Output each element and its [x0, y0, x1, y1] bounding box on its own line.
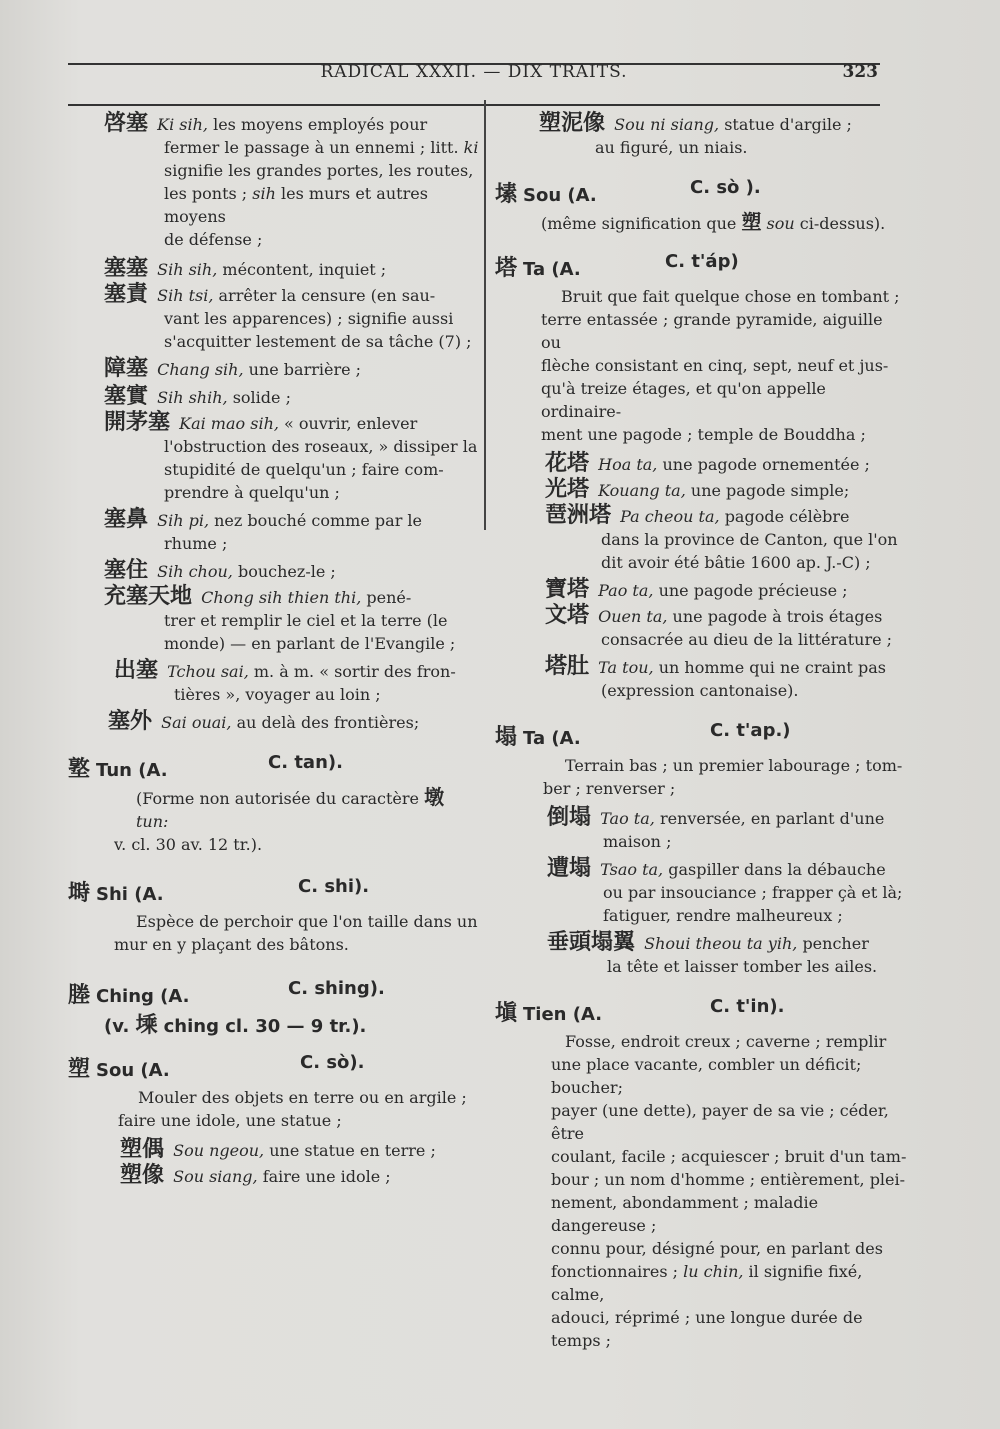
entry-characters: 出塞: [114, 658, 159, 683]
entry-definition: une pagode à trois étages: [672, 607, 883, 626]
entry: [495, 578, 907, 602]
entry-romanization: Pao ta,: [598, 581, 654, 600]
entry: [68, 710, 480, 734]
column-divider: [484, 100, 486, 530]
entry-definition: nez bouché comme par le: [214, 511, 423, 530]
entry: [68, 559, 480, 583]
definition-text: bour ; un nom d'homme ; entièrement, plei-: [551, 1170, 906, 1189]
definition-text: faire une idole, une statue ;: [118, 1111, 342, 1130]
entry-characters: 開茅塞: [104, 410, 171, 435]
headword-cantonese: C. tan).: [268, 752, 343, 773]
definition-text: une place vacante, combler un déficit; boucher;: [551, 1055, 862, 1097]
definition-text: v. cl. 30 av. 12 tr.).: [114, 835, 263, 854]
entry-characters: 塞鼻: [104, 507, 149, 532]
entry-definition: les murs et autres moyens: [164, 184, 428, 226]
headword-cantonese: C. t'ap.): [710, 720, 791, 741]
headword-reading: Shi (A.: [96, 884, 164, 905]
entry-romanization: Tsao ta,: [600, 860, 664, 879]
entry-romanization: Sih tsi,: [157, 286, 214, 305]
headword: [495, 996, 907, 1026]
entry-characters: 塑偶: [120, 1137, 165, 1162]
entry-characters: 障塞: [104, 356, 149, 381]
definition-text: connu pour, désigné pour, en parlant des: [551, 1239, 883, 1258]
entry-characters: 倒塌: [547, 805, 592, 830]
headword: [68, 752, 480, 782]
entry-characters: 塔肚: [545, 654, 590, 679]
entry: [68, 585, 480, 655]
variant-text: (v.: [104, 1016, 130, 1037]
page-number: 323: [842, 62, 878, 82]
entry-definition: « ouvrir, enlever: [284, 414, 418, 433]
entry-romanization: Ta tou,: [598, 658, 654, 677]
entry-romanization: Tao ta,: [600, 809, 655, 828]
entry-definition: de défense ;: [164, 230, 263, 249]
headword: [68, 1052, 480, 1082]
entry-definition: prendre à quelqu'un ;: [164, 483, 340, 502]
entry-romanization: Sih chou,: [157, 562, 233, 581]
entry-characters: 琶洲塔: [545, 503, 612, 528]
entry-characters: 光塔: [545, 477, 590, 502]
entry-definition: tières », voyager au loin ;: [174, 685, 381, 704]
headword-variant: [68, 1008, 480, 1038]
entry-definition: statue d'argile ;: [724, 115, 852, 134]
entry-romanization: Kouang ta,: [598, 481, 686, 500]
headword-reading: Ta (A.: [523, 259, 581, 280]
entry: [495, 655, 907, 702]
entry-definition: maison ;: [603, 832, 672, 851]
inline-character: 塑: [741, 210, 762, 234]
definition-text: Fosse, endroit creux ; caverne ; remplir: [565, 1032, 887, 1051]
inline-keyword: lu chin,: [683, 1262, 744, 1281]
entry: [68, 1164, 480, 1188]
entry-definition: dit avoir été bâtie 1600 ap. J.-C) ;: [601, 553, 871, 572]
definition-text: terre entassée ; grande pyramide, aiguille ou: [541, 310, 883, 352]
entry: [495, 478, 907, 502]
entry: [495, 504, 907, 574]
entry-definition: fermer le passage à un ennemi ; litt.: [164, 138, 459, 157]
entry-definition: pené-: [366, 588, 412, 607]
entry-characters: 花塔: [545, 451, 590, 476]
entry: [68, 385, 480, 409]
entry-romanization: Kai mao sih,: [179, 414, 279, 433]
entry-romanization: Sou ni siang,: [614, 115, 720, 134]
entry-characters: 塞住: [104, 558, 149, 583]
entry-definition: stupidité de quelqu'un ; faire com-: [164, 460, 444, 479]
entry-characters: 塑像: [120, 1163, 165, 1188]
entry: [68, 112, 480, 251]
entry-definition: ou par insouciance ; frapper çà et là;: [603, 883, 903, 902]
entry-definition: faire une idole ;: [262, 1167, 391, 1186]
entry-characters: 寶塔: [545, 577, 590, 602]
inline-keyword: tun:: [136, 812, 169, 831]
entry-definition: trer et remplir le ciel et la terre (le: [164, 611, 448, 630]
entry-definition: au figuré, un niais.: [595, 138, 748, 157]
left-column: [68, 112, 480, 1190]
entry-definition: solide ;: [232, 388, 291, 407]
entry-characters: 塑泥像: [539, 111, 606, 136]
definition-text: ber ; renverser ;: [543, 779, 676, 798]
headword-character: 塐: [495, 182, 518, 207]
headword-cantonese: C. shing).: [288, 978, 385, 999]
definition-text: payer (une dette), payer de sa vie ; céder, être: [551, 1101, 889, 1143]
entry-definition: dans la province de Canton, que l'on: [601, 530, 898, 549]
headword: [68, 978, 480, 1008]
entry-definition: vant les apparences) ; signifie aussi: [164, 309, 454, 328]
definition-text: ment une pagode ; temple de Bouddha ;: [541, 425, 866, 444]
running-title: RADICAL XXXII. — DIX TRAITS.: [320, 62, 628, 82]
entry-romanization: Tchou sai,: [167, 662, 249, 681]
headword-character: 塔: [495, 256, 518, 281]
entry: [68, 257, 480, 281]
entry-characters: 塞塞: [104, 256, 149, 281]
entry-definition: une pagode ornementée ;: [662, 455, 870, 474]
entry: [495, 604, 907, 651]
definition-text: mur en y plaçant des bâtons.: [114, 935, 349, 954]
definition-text: fonctionnaires ;: [551, 1262, 679, 1281]
headword-reading: Sou (A.: [96, 1060, 170, 1081]
headword-cantonese: C. t'in).: [710, 996, 785, 1017]
headword-character: 塍: [68, 983, 91, 1008]
entry-definition: rhume ;: [164, 534, 228, 553]
definition-text: coulant, facile ; acquiescer ; bruit d'un tam-: [551, 1147, 907, 1166]
entry-definition: signifie les grandes portes, les routes,: [164, 161, 474, 180]
headword-definition: [495, 1260, 907, 1306]
entry-characters: 遭塌: [547, 856, 592, 881]
entry-definition: renversée, en parlant d'une: [659, 809, 885, 828]
entry-romanization: Ki sih,: [157, 115, 208, 134]
entry-definition: un homme qui ne craint pas: [658, 658, 886, 677]
entry-romanization: Sou ngeou,: [173, 1141, 265, 1160]
headword-character: 塒: [68, 881, 91, 906]
variant-character: 塖: [135, 1013, 158, 1038]
headword: [495, 177, 907, 207]
entry: [495, 112, 907, 159]
entry-definition: m. à m. « sortir des fron-: [253, 662, 456, 681]
entry: [68, 508, 480, 555]
entry-definition: consacrée au dieu de la littérature ;: [601, 630, 893, 649]
definition-text: Mouler des objets en terre ou en argile ;: [138, 1088, 467, 1107]
entry-romanization: Chang sih,: [157, 360, 244, 379]
headword-definition: [495, 211, 907, 235]
entry-definition: s'acquitter lestement de sa tâche (7) ;: [164, 332, 472, 351]
entry-romanization: Pa cheou ta,: [620, 507, 720, 526]
entry-definition: l'obstruction des roseaux, » dissiper la: [164, 437, 478, 456]
definition-text: (Forme non autorisée du caractère: [136, 789, 420, 808]
entry-definition: une barrière ;: [248, 360, 362, 379]
headword-character: 塌: [495, 725, 518, 750]
definition-text: Espèce de perchoir que l'on taille dans un: [136, 912, 478, 931]
definition-text: nement, abondamment ; maladie dangereuse ;: [551, 1193, 819, 1235]
headword: [495, 251, 907, 281]
entry-romanization: Shoui theou ta yih,: [644, 934, 798, 953]
headword-reading: Tun (A.: [96, 760, 168, 781]
page-header: [68, 62, 880, 92]
definition-text: Terrain bas ; un premier labourage ; tom-: [565, 756, 903, 775]
definition-text: ci-dessus).: [799, 214, 886, 233]
entry-definition: les ponts ;: [164, 184, 248, 203]
entry-characters: 塞責: [104, 282, 149, 307]
entry: [68, 1138, 480, 1162]
right-column: [495, 112, 907, 1352]
entry-characters: 垂頭塌翼: [547, 930, 636, 955]
entry-definition: (expression cantonaise).: [601, 681, 799, 700]
entry-definition: une pagode précieuse ;: [658, 581, 848, 600]
headword-cantonese: C. shi).: [298, 876, 370, 897]
entry-definition: une pagode simple;: [690, 481, 850, 500]
entry-definition: monde) — en parlant de l'Evangile ;: [164, 634, 456, 653]
entry-characters: 啓塞: [104, 111, 149, 136]
entry: [68, 357, 480, 381]
entry-characters: 充塞天地: [104, 584, 193, 609]
headword-reading: Tien (A.: [523, 1004, 603, 1025]
entry-characters: 塞外: [108, 709, 153, 734]
entry-definition: pagode célèbre: [724, 507, 850, 526]
definition-text: Bruit que fait quelque chose en tombant ;: [561, 287, 900, 306]
definition-text: adouci, réprimé ; une longue durée de temps ;: [551, 1308, 863, 1350]
entry: [68, 283, 480, 353]
inline-character: 墩: [424, 785, 445, 809]
headword: [68, 876, 480, 906]
entry-definition: la tête et laisser tomber les ailes.: [607, 957, 878, 976]
entry-definition: gaspiller dans la débauche: [668, 860, 886, 879]
definition-text: (même signification que: [541, 214, 737, 233]
headword: [495, 720, 907, 750]
entry-definition: une statue en terre ;: [269, 1141, 436, 1160]
entry-definition: fatiguer, rendre malheureux ;: [603, 906, 843, 925]
entry-romanization: Sih pi,: [157, 511, 210, 530]
entry-definition: les moyens employés pour: [213, 115, 428, 134]
entry-definition: au delà des frontières;: [236, 713, 420, 732]
entry-definition: mécontent, inquiet ;: [222, 260, 387, 279]
headword-cantonese: C. sò).: [300, 1052, 365, 1073]
entry: [495, 931, 907, 978]
header-rule: [68, 104, 880, 106]
entry-romanization: Chong sih thien thi,: [201, 588, 362, 607]
headword-cantonese: C. t'áp): [665, 251, 739, 272]
entry-keyword: ki: [463, 138, 479, 157]
entry-romanization: Sih sih,: [157, 260, 218, 279]
headword-cantonese: C. sò ).: [690, 177, 761, 198]
headword-character: 塡: [495, 1001, 518, 1026]
headword-character: 塑: [68, 1057, 91, 1082]
entry-characters: 塞實: [104, 384, 149, 409]
definition-text: il signifie fixé, calme,: [551, 1262, 863, 1304]
entry-romanization: Sou siang,: [173, 1167, 258, 1186]
entry: [68, 411, 480, 504]
entry: [495, 806, 907, 853]
entry-definition: pencher: [802, 934, 869, 953]
headword-reading: Ching (A.: [96, 986, 190, 1007]
entry: [495, 857, 907, 927]
headword-reading: Ta (A.: [523, 728, 581, 749]
headword-definition: [68, 786, 480, 833]
entry-definition: bouchez-le ;: [237, 562, 336, 581]
variant-text: ching cl. 30 — 9 tr.).: [163, 1016, 367, 1037]
definition-text: qu'à treize étages, et qu'on appelle ordinaire-: [541, 379, 826, 421]
entry-definition: arrêter la censure (en sau-: [218, 286, 436, 305]
entry-characters: 文塔: [545, 603, 590, 628]
entry-romanization: Hoa ta,: [598, 455, 658, 474]
entry: [495, 452, 907, 476]
inline-keyword: sou: [766, 214, 795, 233]
entry-romanization: Ouen ta,: [598, 607, 668, 626]
definition-text: flèche consistant en cinq, sept, neuf et jus-: [541, 356, 889, 375]
headword-character: 墪: [68, 757, 91, 782]
entry-romanization: Sih shih,: [157, 388, 228, 407]
entry-romanization: Sai ouai,: [161, 713, 232, 732]
entry-keyword: sih: [252, 184, 276, 203]
entry: [68, 659, 480, 706]
headword-reading: Sou (A.: [523, 185, 597, 206]
